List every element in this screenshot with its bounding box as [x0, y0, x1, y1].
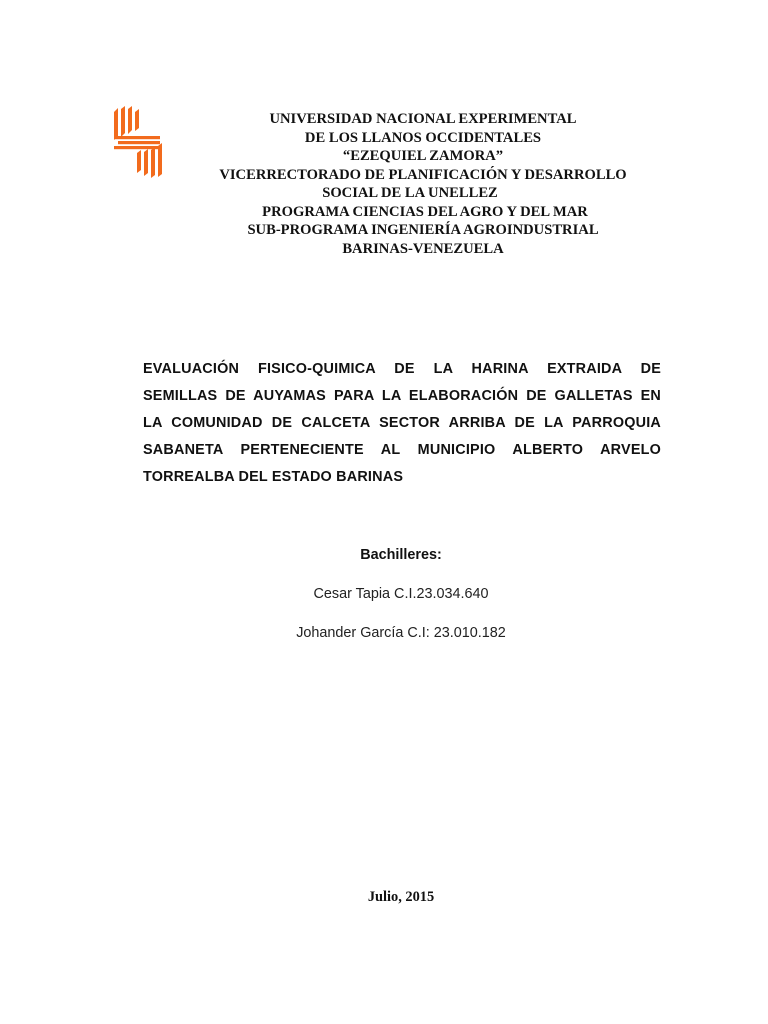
header-line-university: UNIVERSIDAD NACIONAL EXPERIMENTAL	[269, 111, 577, 127]
title-line: EVALUACIÓN FISICO-QUIMICA DE LA HARINA EXTRAIDA DE	[143, 361, 661, 377]
title-line: SABANETA PERTENECIENTE AL MUNICIPIO ALBERTO ARVELO	[143, 442, 661, 458]
thesis-title	[143, 356, 661, 491]
header-line-subprogram: SUB-PROGRAMA INGENIERÍA AGROINDUSTRIAL	[247, 222, 599, 238]
author-entry: Johander García C.I: 23.010.182	[296, 625, 506, 641]
unellez-logo-icon	[112, 106, 164, 178]
institution-header	[190, 110, 656, 258]
header-line-location: BARINAS-VENEZUELA	[342, 240, 504, 257]
header-line-program: PROGRAMA CIENCIAS DEL AGRO Y DEL MAR	[262, 203, 588, 220]
header-line-social: SOCIAL DE LA UNELLEZ	[322, 185, 498, 201]
title-line: LA COMUNIDAD DE CALCETA SECTOR ARRIBA DE LA PARROQUIA	[143, 415, 661, 431]
authors-label: Bachilleres:	[360, 547, 442, 563]
header-line-namesake: “EZEQUIEL ZAMORA”	[342, 148, 504, 164]
header-line-vicerectorate: VICERRECTORADO DE PLANIFICACIÓN Y DESARROLLO	[219, 166, 627, 183]
header-line-region: DE LOS LLANOS OCCIDENTALES	[304, 129, 542, 146]
title-line: TORREALBA DEL ESTADO BARINAS	[143, 469, 404, 485]
title-line: SEMILLAS DE AUYAMAS PARA LA ELABORACIÓN DE GALLETAS EN	[143, 388, 661, 404]
author-entry: Cesar Tapia C.I.23.034.640	[313, 586, 489, 602]
document-date: Julio, 2015	[367, 889, 435, 905]
